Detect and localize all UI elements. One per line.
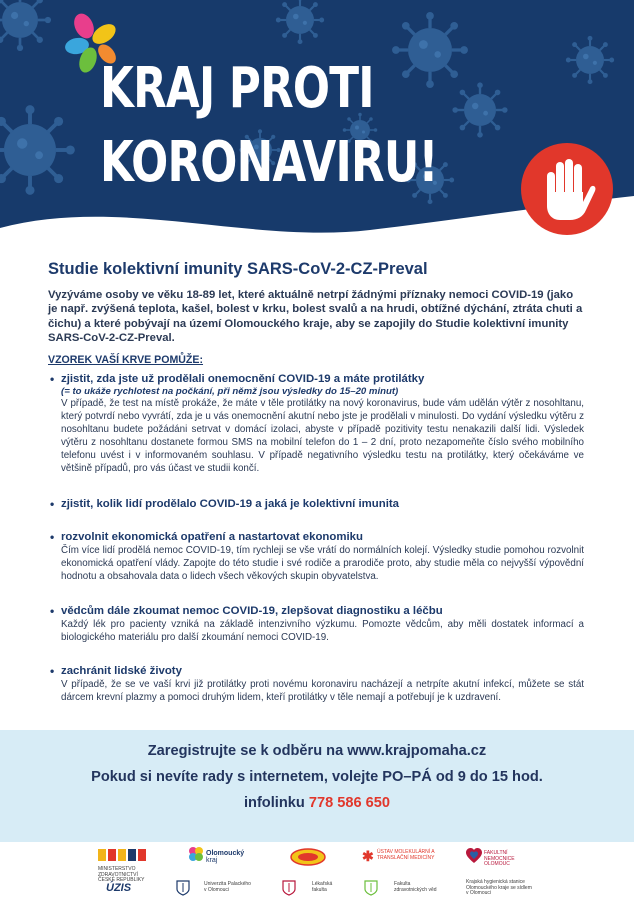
hotline-number[interactable]: 778 586 650: [308, 795, 391, 811]
bullet-icon: •: [50, 496, 55, 511]
molecule-icon: ✱: [362, 848, 374, 864]
kraj-label: kraj: [206, 857, 218, 864]
khs-name-3: v Olomouci: [466, 890, 492, 896]
upol-crest-icon: [176, 880, 190, 896]
flower-icon: [188, 846, 204, 862]
poster-title: [100, 52, 438, 200]
bullet-icon: •: [50, 529, 55, 544]
umtm-name-2: TRANSLAČNÍ MEDICÍNY: [377, 854, 435, 861]
lf-crest-icon: [282, 880, 296, 896]
benefit-text: V případě, že test na místě prokáže, že máte v těle protilátky na nový koronavirus, bude vám udělán výtěr z nosohltanu, který potvrdí nebo vyvrátí, zda je u vás onemocnění akutní nebo jste je prodělali v minulosti. Do vydání výsledku výtěru z nosohltanu budete požádáni setrvat v domácí izolaci, abyste v případě pozitivity testu nenakazili další lidi. Výsledek výtěru z nosohltanu dostanete formou SMS na mobilní telefon do 1 – 2 dní, proto nezapomeňte číslo svého mobilního telefonu uvést i v informovaném souhlasu. V případě negativního výsledku testu na protilátky, který očekáváme ve většině případů, pro vás účast ve studii končí.: [61, 397, 584, 474]
bullet-icon: •: [50, 603, 55, 618]
khs-name-2: Olomouckého kraje se sídlem: [466, 884, 532, 891]
umtm-name-1: ÚSTAV MOLEKULÁRNÍ A: [377, 849, 435, 855]
upol-name-2: v Olomouci: [204, 886, 230, 893]
hotline-line: [0, 790, 634, 816]
benefit-text: V případě, že se ve vaší krvi již protilátky proti novému koronaviru nacházejí a netrpíte akutní infekcí, můžete se stát dárcem krevní plazmy a pomoci druhým lidem, kteří protilátky v těle nemají a potřebují je k uzdravení.: [61, 678, 584, 703]
fzv-name-1: Fakulta: [394, 881, 411, 887]
partner-logos: [0, 842, 634, 902]
study-intro: Vyzýváme osoby ve věku 18-89 let, které aktuálně netrpí žádnými příznaky nemoci COVID-19 (jako je např. zvýšená teplota, kašel, bolest v krku, bolest svalů a na hrudi, obtížné dýchání, ztráta chuti a čichu) a které pobývají na území Olomouckého kraje, aby se zapojily do Studie kolektivní imunity SARS-CoV-2-CZ-Preval.: [48, 289, 583, 345]
phone-hours: Pokud si nevíte rady s internetem, volejte PO–PÁ od 9 do 15 hod.: [91, 769, 543, 785]
ministry-emblem-icon: [98, 848, 154, 862]
uzis-logo: ÚZIS: [106, 882, 132, 894]
fnol-logo: [466, 848, 536, 868]
khs-logo: [466, 880, 546, 897]
campaign-badge-icon: [290, 848, 326, 866]
khs-name-1: Krajská hygienická stanice: [466, 879, 525, 885]
section-heading: VZOREK VAŠÍ KRVE POMŮŽE:: [48, 353, 204, 366]
title-line-1: KRAJ PROTI: [100, 56, 374, 121]
hotline-label: infolinku: [243, 795, 305, 811]
registration-website[interactable]: Zaregistrujte se k odběru na www.krajpomaha.cz: [147, 743, 487, 759]
header-banner: [0, 0, 634, 248]
bullet-icon: •: [50, 371, 55, 386]
heart-icon: [466, 848, 482, 864]
fnol-name-1: FAKULTNÍ NEMOCNICE: [484, 850, 515, 862]
benefit-title: vědcům dále zkoumat nemoc COVID-19, zlepšovat diagnostiku a léčbu: [61, 604, 443, 617]
study-title: Studie kolektivní imunity SARS-CoV-2-CZ-Preval: [48, 260, 428, 278]
lf-name-2: fakulta: [312, 886, 327, 893]
benefit-subtitle: (= to ukáže rychlotest na počkání, při němž jsou výsledky do 15–20 minut): [61, 385, 399, 397]
ministry-name: MINISTERSTVO ZDRAVOTNICTVÍ ČESKÉ REPUBLIKY: [98, 866, 145, 883]
registration-band: [0, 730, 634, 842]
fnol-name-2: OLOMOUC: [484, 861, 510, 867]
stop-hand-icon: [520, 142, 614, 236]
fzv-name-2: zdravotnických věd: [394, 886, 437, 893]
benefit-item-research: [48, 604, 584, 644]
benefit-item-save-lives: [48, 664, 584, 704]
upol-name-1: Univerzita Palackého: [204, 881, 251, 887]
benefit-text: Čím více lidí prodělá nemoc COVID-19, tím rychleji se vše vrátí do normálních kolejí. Výsledky studie pomohou rozvolnit ekonomická opatření vlády. Zapojte do této studie i své rodiče a prarodiče proto, aby studie měla co nejvyšší výpovědní hodnotu a obsahovala data o lidech všech věkových skupin obyvatelstva.: [61, 544, 584, 582]
benefit-text: Každý lék pro pacienty vzniká na základě intenzivního výzkumu. Pomozte vědcům, aby měli dostatek informací a biologického materiálu pro další zkoumání nemoci COVID-19.: [61, 618, 584, 643]
study-content: [48, 260, 584, 704]
olomoucky-label: Olomoucký: [206, 850, 245, 857]
olomoucky-kraj-partner-logo: [188, 846, 254, 864]
title-line-2: KORONAVIRU!: [100, 130, 438, 195]
upol-logo: [176, 880, 256, 896]
benefit-title: zjistit, kolik lidí prodělalo COVID-19 a jaká je kolektivní imunita: [61, 497, 400, 510]
bullet-icon: •: [50, 663, 55, 678]
lf-name-1: Lékařská: [312, 881, 333, 887]
benefit-item-antibodies: [48, 372, 584, 475]
fzv-crest-icon: [364, 880, 378, 896]
benefit-title: zachránit lidské životy: [61, 664, 182, 677]
benefit-title: zjistit, zda jste už prodělali onemocnění COVID-19 a máte protilátky: [61, 372, 425, 385]
fzv-logo: [364, 880, 444, 896]
benefit-title: rozvolnit ekonomická opatření a nastartovat ekonomiku: [61, 530, 363, 543]
lf-logo: [282, 880, 342, 896]
benefit-item-immunity: [48, 497, 584, 511]
ministry-logo: [98, 848, 156, 884]
benefit-item-economy: [48, 530, 584, 583]
umtm-logo: [362, 850, 442, 862]
